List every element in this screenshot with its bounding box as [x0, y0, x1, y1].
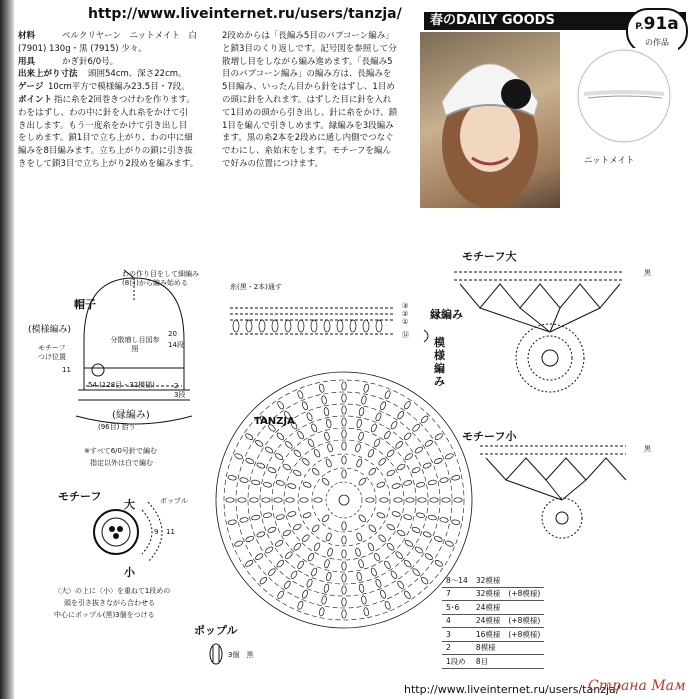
popcorn-stitch	[307, 438, 315, 447]
motif-9: 9	[154, 528, 159, 536]
popcorn-stitch	[376, 512, 385, 519]
popcorn-stitch	[367, 542, 375, 551]
popcorn-stitch	[428, 479, 437, 485]
section-title: 春のDAILY GOODS	[424, 12, 686, 30]
popcorn-stitch	[451, 519, 460, 525]
popcorn-stitch	[403, 432, 412, 441]
materials-row: きをして鎖3目で立ち上がり2段めを編みます。	[18, 158, 199, 169]
table-row: 3 16模様 (+8模様)	[442, 628, 544, 642]
table-row: 7 32模様 (+8模様)	[442, 587, 544, 601]
popcorn-stitch	[422, 531, 431, 538]
popcorn-stitch	[292, 469, 301, 477]
instructions-column	[222, 30, 418, 171]
pattern-label: (模様編み)	[28, 325, 72, 335]
popcorn-stitch	[386, 469, 395, 477]
page-prefix: P.	[635, 22, 644, 32]
side-11: 11	[62, 366, 71, 374]
color-note: 指定以外は白で編む	[90, 459, 153, 467]
popcorn-stitch	[358, 477, 367, 486]
motif-large-title: モチーフ大	[462, 250, 517, 263]
popcorn-stitch	[390, 570, 398, 579]
popcorn-stitch	[302, 512, 311, 519]
popcorn-stitch	[359, 407, 365, 416]
popcorn-stitch	[373, 552, 381, 561]
popcorn-stitch	[454, 498, 462, 502]
popcorn-stitch	[342, 586, 346, 594]
instruction-line: の頭に針を入れます。はずした目に針を入れ	[222, 94, 392, 105]
table-row: 4 24模様 (+8模様)	[442, 614, 544, 628]
materials-row: ゲージ 10cm平方で模様編み23.5目・7段。	[18, 82, 190, 93]
popcorn-stitch	[370, 567, 377, 576]
popcorn-stitch	[306, 412, 313, 421]
popcorn-stitch	[262, 498, 270, 502]
popcorn-stitch	[311, 423, 318, 432]
motif-note-1: 〈大〉の上に〈小〉を重ねて1段めの	[54, 587, 171, 595]
popcorn-stitch	[342, 382, 346, 390]
popcorn-stitch	[342, 394, 346, 402]
popcorn-stitch	[250, 498, 258, 502]
materials-row: わをはずし、わの中に針を入れ糸をかけて引	[18, 107, 189, 118]
popcorn-stitch	[367, 448, 375, 457]
table-row: 8〜14 32模様	[442, 574, 544, 587]
popcorn-stitch	[403, 480, 412, 486]
edge-popcorn	[311, 320, 317, 332]
edge-popcorn	[363, 320, 369, 332]
hat-title: 帽子	[74, 298, 96, 311]
popcorn-stitch	[292, 523, 301, 531]
popcorn-stitch	[379, 401, 386, 410]
popcorn-stitch	[297, 390, 304, 399]
popcorn-stitch	[311, 467, 320, 476]
popcorn-stitch	[403, 400, 411, 409]
popcorn-stitch	[445, 453, 454, 460]
popcorn-stitch	[342, 598, 346, 606]
edge-rows	[230, 308, 428, 342]
popcorn-stitch	[238, 498, 246, 502]
popcorn-stitch	[373, 438, 381, 447]
motif-small-title: モチーフ小	[462, 430, 517, 443]
table-row: 2 8模様	[442, 641, 544, 655]
popcorn-stitch	[395, 440, 404, 449]
popcorn-stitch	[397, 410, 405, 419]
popcorn-stitch	[293, 542, 302, 551]
popcorn-stitch	[358, 559, 364, 568]
watermark-tanzja: TANZJA	[254, 416, 295, 427]
popcorn-stitch	[376, 481, 385, 488]
popcorn-stitch	[356, 572, 362, 581]
pattern-right-label: 模様編み	[434, 336, 445, 388]
edge-2: 2	[174, 382, 179, 390]
popcorn-stitch	[267, 467, 276, 474]
edge-right-label: 縁編み	[430, 308, 463, 321]
instruction-line: で好みの位置につけます。	[222, 158, 324, 169]
yarn-note: 糸(黒・2本)通す	[230, 283, 282, 291]
popcorn-stitch	[313, 542, 321, 551]
popcorn-stitch	[321, 595, 327, 604]
popcorn-stitch	[311, 524, 320, 533]
popcorn-stitch	[290, 570, 298, 579]
popcorn-stitch	[311, 567, 318, 576]
motif-title: モチーフ	[58, 490, 102, 503]
popcorn-stitch	[403, 590, 411, 599]
popcorn-stitch	[355, 443, 361, 452]
popcorn-stitch	[283, 580, 291, 589]
black-mark-large: 黒	[644, 269, 651, 277]
popcorn-stitch	[276, 559, 285, 568]
popcorn-stitch	[378, 534, 387, 543]
popcorn-stitch	[245, 535, 254, 542]
width-54: 54 (128目・32模様)	[88, 381, 155, 389]
popple-count: 3個 黒	[228, 651, 254, 659]
popcorn-stitch	[342, 418, 346, 426]
increase-note: 分散増し目図参照	[110, 336, 160, 353]
materials-row: き出します。もう一度糸をかけて引き出し目	[18, 120, 188, 131]
page-suffix: の作品	[645, 38, 669, 47]
instruction-line: 目のパプコーン編み」の編み方は、長編みを	[222, 69, 392, 80]
instruction-line: 散増し目をしながら編み進めます。「長編み5	[222, 56, 393, 67]
attach-mark	[92, 364, 104, 376]
instruction-line: と鎖3目のくり返しです。記号図を参照して分	[222, 43, 397, 54]
popcorn-stitch	[323, 584, 329, 593]
popcorn-stitch	[244, 433, 253, 441]
materials-row: 材料 ベルクリヤーン ニットメイト 白	[18, 31, 197, 41]
popcorn-stitch	[411, 526, 420, 533]
popcorn-stitch	[228, 475, 237, 481]
popcorn-stitch	[325, 532, 332, 541]
popcorn-stitch	[430, 498, 438, 502]
popcorn-stitch	[301, 457, 310, 466]
popcorn-stitch	[342, 406, 346, 414]
popcorn-stitch	[287, 511, 296, 517]
popcorn-stitch	[412, 568, 421, 577]
popcorn-stitch	[234, 540, 243, 547]
popcorn-stitch	[424, 553, 433, 561]
popcorn-stitch	[239, 517, 248, 523]
popcorn-stitch	[451, 475, 460, 481]
edge-popcorn	[337, 320, 343, 332]
popcorn-stitch	[420, 415, 429, 424]
popcorn-stitch	[358, 514, 367, 523]
scan-edge	[0, 0, 14, 699]
popcorn-stitch	[378, 457, 387, 466]
materials-row: 編みを8目編みます。立ち上がりの鎖に引き抜	[18, 146, 193, 157]
popcorn-stitch	[363, 607, 369, 616]
edge-popcorns	[233, 320, 382, 332]
popcorn-stitch	[434, 433, 443, 441]
row-mark-14: ⑭	[402, 331, 409, 339]
materials-row: 用具 かぎ針6/0号。	[18, 56, 119, 67]
popcorn-stitch	[420, 576, 429, 585]
footer-url[interactable]: http://www.liveinternet.ru/users/tanzja/	[404, 683, 620, 696]
rows-20: 20	[168, 330, 177, 338]
motif-small	[480, 446, 626, 538]
popcorn-stitch	[439, 477, 448, 483]
popcorn-stitch	[259, 576, 268, 585]
popcorn-stitch	[386, 449, 395, 458]
popcorn-stitch	[300, 498, 308, 502]
popcorn-stitch	[370, 423, 377, 432]
popcorn-stitch	[414, 546, 423, 554]
motif-note-2: 頭を引き抜きながら合わせる	[64, 599, 155, 607]
popcorn-stitch	[342, 456, 346, 464]
popcorn-stitch	[282, 529, 291, 537]
popcorn-stitch	[361, 595, 367, 604]
popcorn-stitch	[356, 458, 363, 467]
popcorn-stitch	[386, 523, 395, 531]
popcorn-stitch	[359, 584, 365, 593]
popcorn-stitch	[361, 395, 367, 404]
popcorn-stitch	[445, 540, 454, 547]
motif-note-3: 中心にポップル(黒)3個をつける	[54, 611, 155, 619]
popcorn-stitch	[379, 590, 386, 599]
popcorn-stitch	[274, 453, 283, 461]
popcorn-stitch	[274, 498, 282, 502]
popcorn-stitch	[313, 448, 321, 457]
motif-11: 11	[166, 528, 175, 536]
yarn-label: ニットメイト	[584, 156, 635, 166]
popcorn-stitch	[251, 479, 260, 485]
popcorn-stitch	[342, 550, 346, 558]
popcorn-stitch	[416, 482, 425, 488]
popple-title: ポップル	[194, 624, 238, 637]
popcorn-stitch	[254, 439, 263, 447]
popcorn-stitch	[358, 432, 364, 441]
popcorn-stitch	[442, 498, 450, 502]
row-mark-2: ②	[402, 310, 409, 318]
popcorn-stitch	[342, 536, 346, 544]
edge-popcorn	[324, 320, 330, 332]
popcorn-stitch	[326, 572, 332, 581]
popcorn-stitch	[366, 498, 374, 502]
materials-row: 出来上がり寸法 頭囲54cm、深さ22cm。	[18, 69, 187, 80]
popcorn-stitch	[428, 515, 437, 521]
popcorn-stitch	[251, 515, 260, 521]
popcorn-stitch	[267, 526, 276, 533]
popcorn-stitch	[368, 467, 377, 476]
popcorn-stitch	[375, 412, 382, 421]
edge-popcorn	[272, 320, 278, 332]
popcorn-stitch	[342, 522, 346, 530]
popcorn-stitch	[418, 498, 426, 502]
page-number: 91a	[643, 14, 679, 34]
popcorn-stitch	[424, 439, 433, 447]
popcorn-stitch	[380, 498, 388, 502]
popcorn-stitch	[342, 610, 346, 618]
edge-label: (縁編み)	[112, 410, 150, 421]
popcorn-stitch	[342, 470, 346, 478]
popcorn-stitch	[356, 419, 362, 428]
header-url[interactable]: http://www.liveinternet.ru/users/tanzja/	[88, 6, 402, 22]
popcorn-stitch	[342, 430, 346, 438]
popcorn-stitch	[245, 457, 254, 464]
popcorn-stitch	[342, 562, 346, 570]
popcorn-stitch	[321, 477, 330, 486]
materials-row: (7901) 130g・黒 (7915) 少々。	[18, 43, 147, 54]
popcorn-label: ポップル	[160, 497, 188, 505]
table-row: 1段め 8目	[442, 655, 544, 669]
popcorn-stitch	[226, 498, 234, 502]
popcorn-stitch	[254, 553, 263, 561]
motif-large	[454, 272, 624, 392]
edge-popcorn	[246, 320, 252, 332]
popcorn-stitch	[256, 531, 265, 538]
rows-14: 14段	[168, 341, 184, 349]
popcorn-stitch	[404, 539, 413, 547]
popcorn-stitch	[384, 601, 391, 610]
popcorn-stitch	[284, 551, 293, 560]
popcorn-stitch	[301, 590, 308, 599]
popcorn-stitch	[264, 546, 273, 554]
crochet-diagram	[14, 210, 690, 690]
watermark: Страна Мам	[588, 678, 686, 694]
yarn-sample	[566, 48, 678, 144]
popcorn-stitch	[301, 401, 308, 410]
bottom-96: (96目) 拾う	[98, 423, 136, 431]
popcorn-stitch	[386, 542, 395, 551]
popcorn-stitch	[286, 498, 294, 502]
popcorn-stitch	[416, 512, 425, 518]
instruction-line: 5目編み、いったん目から針をはずし、1目め	[222, 82, 395, 93]
popcorn-stitch	[263, 482, 272, 488]
start-note: わの作り目をして細編み(8目)から編み始める	[122, 270, 199, 287]
popcorn-stitch	[239, 477, 248, 483]
popcorn-stitch	[403, 559, 412, 568]
black-mark-small: 黒	[644, 445, 651, 453]
popcorn-stitch	[375, 578, 382, 587]
popcorn-stitch	[342, 442, 346, 450]
popcorn-stitch	[324, 559, 330, 568]
popcorn-stitch	[342, 574, 346, 582]
increase-table	[442, 574, 544, 669]
table-row: 5･6 24模様	[442, 601, 544, 615]
edge-3: 3段	[174, 391, 186, 399]
small-label: 小	[124, 566, 135, 579]
instruction-line: ます。黒の糸2本を2段めに通し内側でつなぐ	[222, 133, 394, 144]
instruction-line: 1目を編んで引きしめます。縁編みを3段編み	[222, 120, 394, 131]
popcorn-stitch	[434, 457, 443, 464]
popcorn-stitch	[244, 559, 253, 567]
popcorn-stitch	[256, 462, 265, 469]
popcorn-stitch	[414, 446, 423, 454]
popcorn-stitch	[326, 419, 332, 428]
edge-popcorn	[350, 320, 356, 332]
popcorn-stitch	[434, 559, 443, 567]
popcorn-stitch	[302, 481, 311, 488]
edge-popcorn	[298, 320, 304, 332]
edge-popcorn	[376, 320, 382, 332]
popcorn-stitch	[383, 560, 391, 569]
popcorn-stitch	[301, 534, 310, 543]
popcorn-stitch	[276, 480, 285, 486]
round-chart	[216, 372, 472, 628]
popcorn-stitch	[276, 514, 285, 520]
popcorn-stitch	[392, 511, 401, 517]
instruction-line: 2段めからは「長編み5目のパプコーン編み」	[222, 31, 394, 41]
popcorn-stitch	[287, 483, 296, 489]
popcorn-stitch	[264, 446, 273, 454]
popcorn-stitch	[406, 498, 414, 502]
popcorn-stitch	[314, 498, 322, 502]
popcorn-stitch	[356, 532, 363, 541]
needle-note: ※すべて6/0号針で編む	[84, 447, 157, 455]
big-label: 大	[124, 498, 135, 511]
popcorn-stitch	[422, 462, 431, 469]
popcorn-stitch	[395, 551, 404, 560]
popcorn-stitch	[263, 512, 272, 518]
popcorn-stitch	[355, 548, 361, 557]
popcorn-stitch	[284, 440, 293, 449]
popcorn-stitch	[403, 514, 412, 520]
popcorn-stitch	[404, 453, 413, 461]
edge-popcorn	[285, 320, 291, 332]
popcorn-stitch	[363, 384, 369, 393]
popple-symbol	[210, 644, 222, 664]
popcorn-stitch	[319, 607, 325, 616]
popcorn-stitch	[396, 529, 405, 537]
popcorn-stitch	[384, 390, 391, 399]
popcorn-stitch	[412, 423, 421, 432]
edge-popcorn	[233, 320, 239, 332]
popcorn-stitch	[267, 568, 276, 577]
instruction-line: て1目めの頭から引き出し、針に糸をかけ、鎖	[222, 107, 398, 118]
popcorn-stitch	[327, 548, 333, 557]
popcorn-stitch	[319, 384, 325, 393]
row-mark-3: ③	[402, 302, 409, 310]
popcorn-stitch	[396, 463, 405, 471]
popcorn-stitch	[397, 580, 405, 589]
popcorn-stitch	[390, 420, 398, 429]
popcorn-stitch	[392, 483, 401, 489]
instruction-line: でわにし、糸始末をします。モチーフを編ん	[222, 146, 391, 157]
popcorn-stitch	[282, 463, 291, 471]
motif-attach-label: モチーフつけ位置	[38, 344, 66, 361]
edge-popcorn	[259, 320, 265, 332]
materials-row: ポイント 指に糸を2回巻きつけわを作ります。	[18, 94, 195, 105]
popcorn-stitch	[323, 407, 329, 416]
popcorn-stitch	[394, 498, 402, 502]
popcorn-stitch	[297, 430, 305, 439]
popcorn-stitch	[325, 458, 332, 467]
popcorn-stitch	[439, 517, 448, 523]
popcorn-stitch	[368, 524, 377, 533]
popcorn-stitch	[274, 539, 283, 547]
popcorn-stitch	[321, 514, 330, 523]
row-mark-1: ①	[402, 318, 409, 326]
popcorn-stitch	[307, 552, 315, 561]
popcorn-stitch	[277, 400, 285, 409]
popcorn-stitch	[383, 430, 391, 439]
materials-row: をしめます。鎖1目で立ち上がり、わの中に細	[18, 133, 193, 144]
model-photo	[420, 32, 560, 208]
popcorn-stitch	[293, 449, 302, 458]
popcorn-stitch	[277, 590, 285, 599]
popcorn-stitch	[306, 578, 313, 587]
popcorn-stitch	[324, 432, 330, 441]
popcorn-stitch	[276, 432, 285, 441]
popcorn-stitch	[297, 560, 305, 569]
popcorn-stitch	[434, 535, 443, 542]
materials-column	[18, 30, 218, 171]
popcorn-stitch	[327, 443, 333, 452]
popcorn-stitch	[321, 395, 327, 404]
popcorn-stitch	[411, 467, 420, 474]
popcorn-stitch	[228, 519, 237, 525]
popcorn-stitch	[234, 453, 243, 460]
popcorn-stitch	[297, 601, 304, 610]
